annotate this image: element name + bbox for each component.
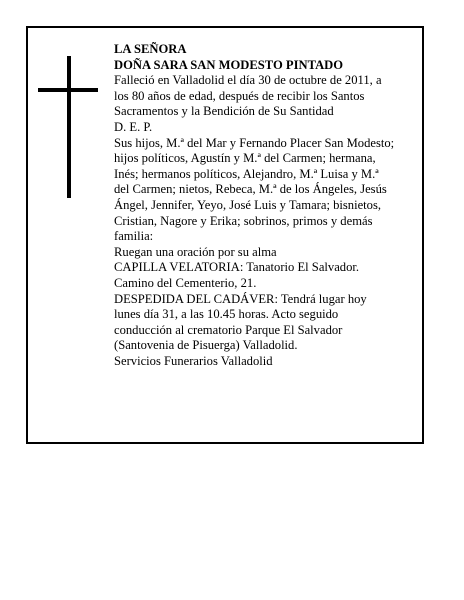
funeral-paragraph bbox=[114, 292, 414, 354]
family-paragraph bbox=[114, 136, 414, 245]
death-paragraph bbox=[114, 73, 414, 120]
cross-vertical-bar bbox=[67, 56, 71, 198]
obituary-text bbox=[114, 42, 414, 369]
text-line: del Carmen; nietos, Rebeca, M.ª de los Ángeles, Jesús bbox=[114, 182, 387, 197]
text-line: Falleció en Valladolid el día 30 de octubre de 2011, a bbox=[114, 73, 382, 88]
text-line: Ángel, Jennifer, Yeyo, José Luis y Tamara; bisnietos, bbox=[114, 197, 382, 212]
text-line: los 80 años de edad, después de recibir los Santos bbox=[114, 88, 365, 103]
deceased-name: DOÑA SARA SAN MODESTO PINTADO bbox=[114, 57, 344, 72]
obituary-notice bbox=[26, 26, 424, 444]
text-line: familia: bbox=[114, 229, 154, 244]
cross-horizontal-bar bbox=[38, 88, 98, 92]
text-line: Cristian, Nagore y Erika; sobrinos, primos y demás bbox=[114, 213, 373, 228]
text-line: DESPEDIDA DEL CADÁVER: Tendrá lugar hoy bbox=[114, 291, 367, 306]
text-line: conducción al crematorio Parque El Salvador bbox=[114, 322, 343, 337]
text-line: hijos políticos, Agustín y M.ª del Carmen; hermana, bbox=[114, 151, 376, 166]
text-line: CAPILLA VELATORIA: Tanatorio El Salvador. bbox=[114, 260, 360, 275]
text-line: Camino del Cementerio, 21. bbox=[114, 275, 257, 290]
funeral-services-line: Servicios Funerarios Valladolid bbox=[114, 353, 273, 368]
text-line: (Santovenia de Pisuerga) Valladolid. bbox=[114, 338, 298, 353]
prayer-line: Ruegan una oración por su alma bbox=[114, 244, 277, 259]
dep-line: D. E. P. bbox=[114, 119, 153, 134]
wake-paragraph bbox=[114, 260, 414, 291]
heading: LA SEÑORA bbox=[114, 42, 187, 56]
text-line: Inés; hermanos políticos, Alejandro, M.ª Luisa y M.ª bbox=[114, 166, 379, 181]
text-line: Sacramentos y la Bendición de Su Santidad bbox=[114, 104, 334, 119]
text-line: Sus hijos, M.ª del Mar y Fernando Placer San Modesto; bbox=[114, 135, 395, 150]
text-line: lunes día 31, a las 10.45 horas. Acto seguido bbox=[114, 307, 339, 322]
